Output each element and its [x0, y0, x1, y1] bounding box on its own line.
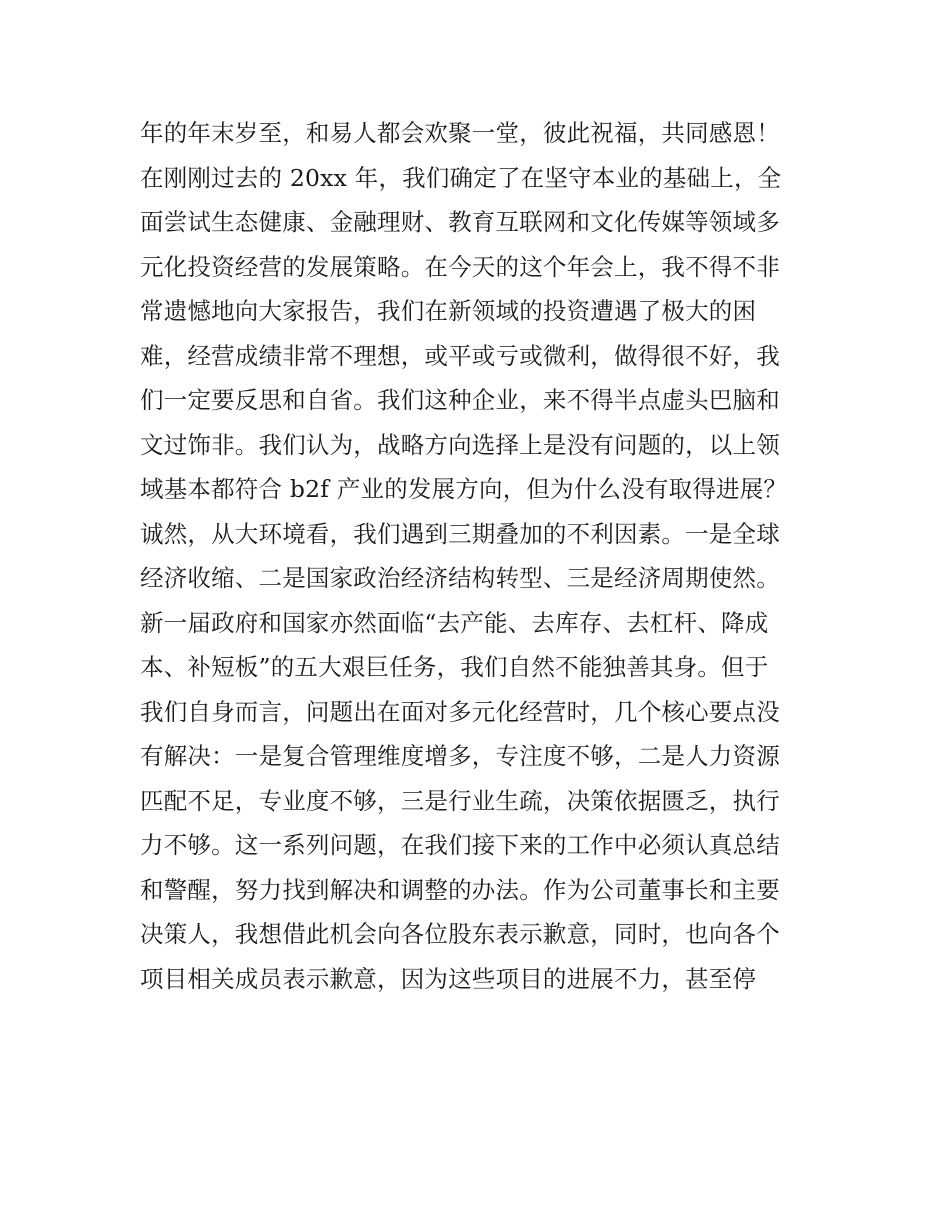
text-line: 难，经营成绩非常不理想，或平或亏或微利，做得很不好，我 — [140, 341, 780, 370]
text-line: 域基本都符合 b2f 产业的发展方向，但为什么没有取得进展？ — [140, 475, 788, 503]
text-line: 面尝试生态健康、金融理财、教育互联网和文化传媒等领域多 — [140, 208, 780, 236]
text-line: 有解决：一是复合管理维度增多，专注度不够，二是人力资源 — [140, 742, 780, 770]
body-text — [140, 111, 820, 1001]
text-line: 项目相关成员表示歉意，因为这些项目的进展不力，甚至停 — [140, 964, 757, 993]
text-line: 决策人，我想借此机会向各位股东表示歉意，同时，也向各个 — [140, 920, 780, 948]
text-line: 新一届政府和国家亦然面临“去产能、去库存、去杠杆、降成 — [140, 608, 769, 637]
text-line: 元化投资经营的发展策略。在今天的这个年会上，我不得不非 — [140, 252, 780, 281]
text-line: 和警醒，努力找到解决和调整的办法。作为公司董事长和主要 — [140, 875, 780, 904]
text-line: 力不够。这一系列问题，在我们接下来的工作中必须认真总结 — [140, 831, 780, 859]
text-line: 在刚刚过去的 20xx 年，我们确定了在坚守本业的基础上，全 — [140, 163, 782, 192]
text-line: 经济收缩、二是国家政治经济结构转型、三是经济周期使然。 — [140, 564, 780, 592]
text-line: 本、补短板”的五大艰巨任务，我们自然不能独善其身。但于 — [140, 653, 769, 681]
text-line: 文过饰非。我们认为，战略方向选择上是没有问题的，以上领 — [140, 430, 780, 459]
text-line: 匹配不足，专业度不够，三是行业生疏，决策依据匮乏，执行 — [140, 786, 780, 815]
text-line: 我们自身而言，问题出在面对多元化经营时，几个核心要点没 — [140, 697, 780, 726]
text-line: 年的年末岁至，和易人都会欢聚一堂，彼此祝福，共同感恩！ — [140, 119, 780, 147]
text-line: 们一定要反思和自省。我们这种企业，来不得半点虚头巴脑和 — [140, 386, 780, 414]
text-line: 诚然，从大环境看，我们遇到三期叠加的不利因素。一是全球 — [140, 519, 780, 548]
text-line: 常遗憾地向大家报告，我们在新领域的投资遭遇了极大的困 — [140, 297, 757, 325]
